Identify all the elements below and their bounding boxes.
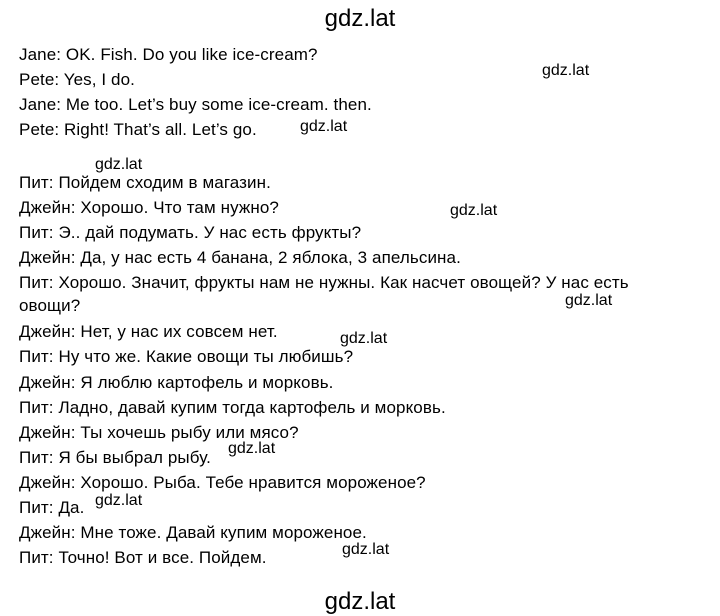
english-line: Jane: OK. Fish. Do you like ice-cream? bbox=[19, 45, 318, 64]
russian-line: Джейн: Да, у нас есть 4 банана, 2 яблока, 3 апельсина. bbox=[19, 248, 461, 267]
russian-line: Джейн: Хорошо. Рыба. Тебе нравится мороженое? bbox=[19, 473, 426, 492]
russian-line: Пит: Пойдем сходим в магазин. bbox=[19, 173, 271, 192]
russian-line: Пит: Точно! Вот и все. Пойдем. bbox=[19, 548, 267, 567]
watermark: gdz.lat bbox=[95, 156, 143, 173]
russian-line: Джейн: Я люблю картофель и морковь. bbox=[19, 373, 334, 392]
watermark: gdz.lat bbox=[450, 202, 498, 219]
russian-line: Пит: Э.. дай подумать. У нас есть фрукты? bbox=[19, 223, 362, 242]
watermark: gdz.lat bbox=[342, 541, 390, 558]
russian-line: Пит: Хорошо. Значит, фрукты нам не нужны. Как насчет овощей? У нас есть bbox=[19, 273, 629, 292]
watermark: gdz.lat bbox=[228, 440, 276, 457]
watermark: gdz.lat bbox=[565, 292, 613, 309]
russian-line: Джейн: Мне тоже. Давай купим мороженое. bbox=[19, 523, 367, 542]
english-line: Pete: Right! That’s all. Let’s go. bbox=[19, 120, 257, 139]
header-watermark: gdz.lat bbox=[324, 5, 396, 32]
russian-line: Джейн: Хорошо. Что там нужно? bbox=[19, 198, 279, 217]
russian-line: Пит: Я бы выбрал рыбу. bbox=[19, 448, 211, 467]
russian-line: Джейн: Нет, у нас их совсем нет. bbox=[19, 322, 278, 341]
watermark: gdz.lat bbox=[542, 62, 590, 79]
footer-watermark: gdz.lat bbox=[324, 588, 396, 615]
watermark: gdz.lat bbox=[340, 330, 388, 347]
english-line: Jane: Me too. Let’s buy some ice-cream. then. bbox=[19, 95, 372, 114]
russian-line: Джейн: Ты хочешь рыбу или мясо? bbox=[19, 423, 299, 442]
russian-line: Пит: Да. bbox=[19, 498, 85, 517]
russian-line: Пит: Ладно, давай купим тогда картофель и морковь. bbox=[19, 398, 446, 417]
russian-line: овощи? bbox=[19, 296, 81, 315]
watermark: gdz.lat bbox=[300, 118, 348, 135]
english-line: Pete: Yes, I do. bbox=[19, 70, 135, 89]
watermark: gdz.lat bbox=[95, 492, 143, 509]
russian-line: Пит: Ну что же. Какие овощи ты любишь? bbox=[19, 347, 354, 366]
